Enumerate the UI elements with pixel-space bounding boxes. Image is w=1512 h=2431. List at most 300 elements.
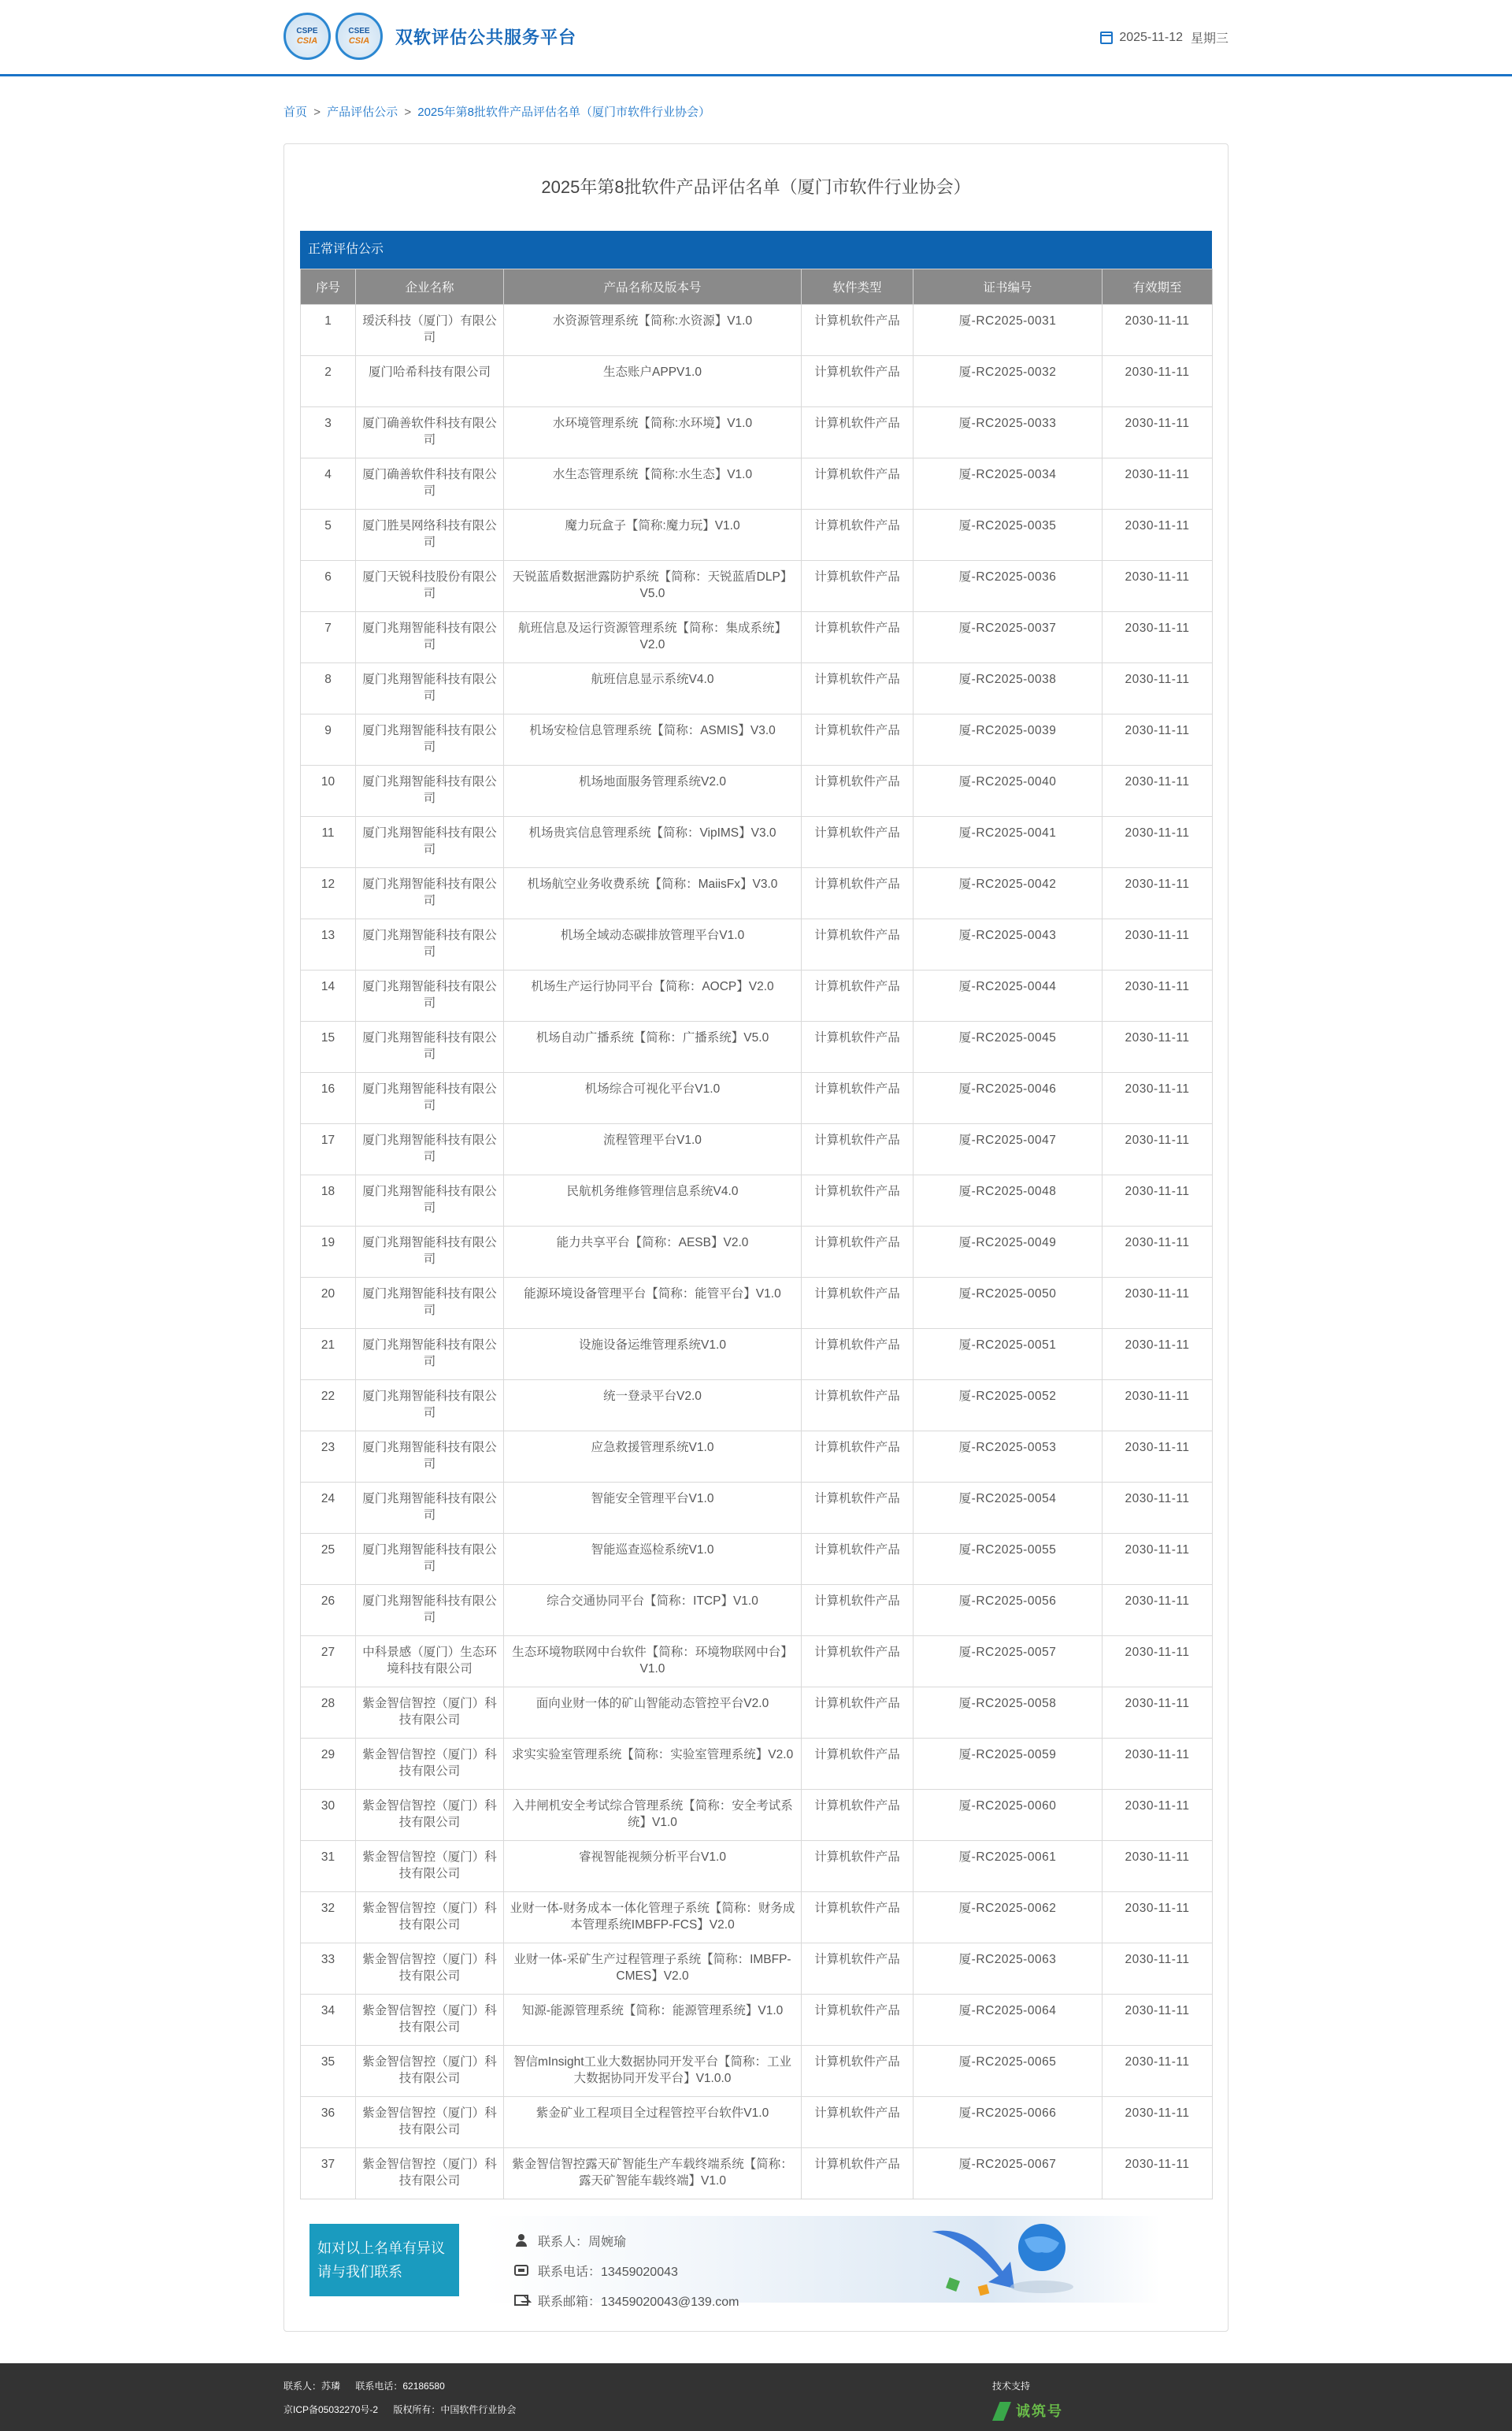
company-name: 瑷沃科技（厦门）有限公司 xyxy=(356,305,504,356)
footer-contact-line xyxy=(284,2374,516,2398)
row-index: 8 xyxy=(301,663,356,714)
table-row xyxy=(301,1636,1213,1687)
valid-until: 2030-11-11 xyxy=(1102,1073,1213,1124)
company-name: 紫金智信智控（厦门）科技有限公司 xyxy=(356,1943,504,1995)
breadcrumb-separator: > xyxy=(313,106,321,119)
section-header: 正常评估公示 xyxy=(300,231,1212,269)
table-row xyxy=(301,1841,1213,1892)
row-index: 32 xyxy=(301,1892,356,1943)
table-header-row xyxy=(301,269,1213,305)
header-software-type: 软件类型 xyxy=(802,269,914,305)
certificate-number: 厦-RC2025-0033 xyxy=(914,407,1102,458)
row-index: 9 xyxy=(301,714,356,766)
certificate-number: 厦-RC2025-0061 xyxy=(914,1841,1102,1892)
certificate-number: 厦-RC2025-0042 xyxy=(914,868,1102,919)
company-name: 紫金智信智控（厦门）科技有限公司 xyxy=(356,1739,504,1790)
valid-until: 2030-11-11 xyxy=(1102,1124,1213,1175)
row-index: 37 xyxy=(301,2148,356,2199)
valid-until: 2030-11-11 xyxy=(1102,1227,1213,1278)
software-type: 计算机软件产品 xyxy=(802,561,914,612)
valid-until: 2030-11-11 xyxy=(1102,1380,1213,1431)
table-row xyxy=(301,766,1213,817)
table-row xyxy=(301,510,1213,561)
row-index: 25 xyxy=(301,1534,356,1585)
header-certificate-no: 证书编号 xyxy=(914,269,1102,305)
mail-icon xyxy=(514,2295,528,2306)
product-name: 设施设备运维管理系统V1.0 xyxy=(504,1329,802,1380)
software-type: 计算机软件产品 xyxy=(802,1227,914,1278)
valid-until: 2030-11-11 xyxy=(1102,714,1213,766)
contact-person: 联系人：周婉瑜 xyxy=(538,2235,627,2249)
footer-tech-support xyxy=(992,2374,1063,2423)
certificate-number: 厦-RC2025-0054 xyxy=(914,1483,1102,1534)
company-name: 紫金智信智控（厦门）科技有限公司 xyxy=(356,1892,504,1943)
table-row xyxy=(301,971,1213,1022)
valid-until: 2030-11-11 xyxy=(1102,356,1213,407)
table-row xyxy=(301,1943,1213,1995)
software-type: 计算机软件产品 xyxy=(802,1175,914,1227)
row-index: 29 xyxy=(301,1739,356,1790)
product-name: 天锐蓝盾数据泄露防护系统【简称：天锐蓝盾DLP】V5.0 xyxy=(504,561,802,612)
table-row xyxy=(301,1534,1213,1585)
contact-email-line xyxy=(514,2285,739,2315)
header-product: 产品名称及版本号 xyxy=(504,269,802,305)
software-type: 计算机软件产品 xyxy=(802,1995,914,2046)
valid-until: 2030-11-11 xyxy=(1102,305,1213,356)
product-name: 紫金智信智控露天矿智能生产车载终端系统【简称：露天矿智能车载终端】V1.0 xyxy=(504,2148,802,2199)
table-body xyxy=(301,305,1213,2199)
certificate-number: 厦-RC2025-0058 xyxy=(914,1687,1102,1739)
valid-until: 2030-11-11 xyxy=(1102,2097,1213,2148)
certificate-number: 厦-RC2025-0051 xyxy=(914,1329,1102,1380)
software-type: 计算机软件产品 xyxy=(802,971,914,1022)
site-header xyxy=(0,0,1512,76)
cspe-logo-text: CSPE xyxy=(296,27,318,35)
valid-until: 2030-11-11 xyxy=(1102,1585,1213,1636)
row-index: 2 xyxy=(301,356,356,407)
table-row xyxy=(301,1892,1213,1943)
product-name: 水生态管理系统【简称:水生态】V1.0 xyxy=(504,458,802,510)
software-type: 计算机软件产品 xyxy=(802,1739,914,1790)
certificate-number: 厦-RC2025-0057 xyxy=(914,1636,1102,1687)
row-index: 23 xyxy=(301,1431,356,1483)
table-row xyxy=(301,868,1213,919)
header-company: 企业名称 xyxy=(356,269,504,305)
software-type: 计算机软件产品 xyxy=(802,305,914,356)
footer-info xyxy=(284,2374,516,2422)
company-name: 厦门胜昊网络科技有限公司 xyxy=(356,510,504,561)
csia-logo-text: CSIA xyxy=(296,36,318,46)
table-row xyxy=(301,1790,1213,1841)
product-name: 智能巡查巡检系统V1.0 xyxy=(504,1534,802,1585)
product-name: 能力共享平台【简称：AESB】V2.0 xyxy=(504,1227,802,1278)
product-name: 航班信息及运行资源管理系统【简称：集成系统】V2.0 xyxy=(504,612,802,663)
breadcrumb-section-link[interactable]: 产品评估公示 xyxy=(327,106,398,119)
product-name: 睿视智能视频分析平台V1.0 xyxy=(504,1841,802,1892)
breadcrumb-home-link[interactable]: 首页 xyxy=(284,106,308,119)
product-name: 求实实验室管理系统【简称：实验室管理系统】V2.0 xyxy=(504,1739,802,1790)
table-row xyxy=(301,919,1213,971)
row-index: 13 xyxy=(301,919,356,971)
site-footer xyxy=(0,2363,1512,2431)
software-type: 计算机软件产品 xyxy=(802,2046,914,2097)
table-row xyxy=(301,305,1213,356)
company-name: 厦门兆翔智能科技有限公司 xyxy=(356,1278,504,1329)
valid-until: 2030-11-11 xyxy=(1102,1790,1213,1841)
table-row xyxy=(301,1687,1213,1739)
row-index: 33 xyxy=(301,1943,356,1995)
valid-until: 2030-11-11 xyxy=(1102,868,1213,919)
company-name: 厦门确善软件科技有限公司 xyxy=(356,458,504,510)
company-name: 厦门天锐科技股份有限公司 xyxy=(356,561,504,612)
certificate-number: 厦-RC2025-0050 xyxy=(914,1278,1102,1329)
software-type: 计算机软件产品 xyxy=(802,1790,914,1841)
company-name: 厦门兆翔智能科技有限公司 xyxy=(356,919,504,971)
table-row xyxy=(301,1483,1213,1534)
certificate-number: 厦-RC2025-0065 xyxy=(914,2046,1102,2097)
row-index: 31 xyxy=(301,1841,356,1892)
valid-until: 2030-11-11 xyxy=(1102,1943,1213,1995)
row-index: 28 xyxy=(301,1687,356,1739)
certificate-number: 厦-RC2025-0031 xyxy=(914,305,1102,356)
certificate-number: 厦-RC2025-0035 xyxy=(914,510,1102,561)
product-name: 智信mInsight工业大数据协同开发平台【简称：工业大数据协同开发平台】V1.0.0 xyxy=(504,2046,802,2097)
product-name: 机场贵宾信息管理系统【简称：VipIMS】V3.0 xyxy=(504,817,802,868)
product-name: 业财一体-财务成本一体化管理子系统【简称：财务成本管理系统IMBFP-FCS】V2.0 xyxy=(504,1892,802,1943)
company-name: 紫金智信智控（厦门）科技有限公司 xyxy=(356,2046,504,2097)
company-name: 厦门兆翔智能科技有限公司 xyxy=(356,1329,504,1380)
csee-logo xyxy=(335,13,383,60)
valid-until: 2030-11-11 xyxy=(1102,510,1213,561)
software-type: 计算机软件产品 xyxy=(802,1943,914,1995)
valid-until: 2030-11-11 xyxy=(1102,561,1213,612)
software-type: 计算机软件产品 xyxy=(802,1483,914,1534)
valid-until: 2030-11-11 xyxy=(1102,2046,1213,2097)
certificate-number: 厦-RC2025-0067 xyxy=(914,2148,1102,2199)
product-name: 民航机务维修管理信息系统V4.0 xyxy=(504,1175,802,1227)
product-name: 机场生产运行协同平台【简称：AOCP】V2.0 xyxy=(504,971,802,1022)
company-name: 厦门兆翔智能科技有限公司 xyxy=(356,663,504,714)
table-row xyxy=(301,1278,1213,1329)
product-name: 面向业财一体的矿山智能动态管控平台V2.0 xyxy=(504,1687,802,1739)
company-name: 厦门兆翔智能科技有限公司 xyxy=(356,1073,504,1124)
software-type: 计算机软件产品 xyxy=(802,1431,914,1483)
certificate-number: 厦-RC2025-0044 xyxy=(914,971,1102,1022)
contact-section xyxy=(309,2216,1160,2309)
calendar-icon xyxy=(1100,32,1113,44)
row-index: 35 xyxy=(301,2046,356,2097)
software-type: 计算机软件产品 xyxy=(802,919,914,971)
row-index: 36 xyxy=(301,2097,356,2148)
product-name: 机场安检信息管理系统【简称：ASMIS】V3.0 xyxy=(504,714,802,766)
company-name: 紫金智信智控（厦门）科技有限公司 xyxy=(356,2148,504,2199)
software-type: 计算机软件产品 xyxy=(802,2148,914,2199)
row-index: 12 xyxy=(301,868,356,919)
date-text: 2025-11-12 xyxy=(1119,30,1183,44)
product-name: 入井闸机安全考试综合管理系统【简称：安全考试系统】V1.0 xyxy=(504,1790,802,1841)
csia-logo-text-2: CSIA xyxy=(348,36,370,46)
footer-contact-person: 联系人：苏璘 xyxy=(284,2381,341,2392)
product-name: 航班信息显示系统V4.0 xyxy=(504,663,802,714)
breadcrumb xyxy=(284,103,1228,120)
software-type: 计算机软件产品 xyxy=(802,1534,914,1585)
product-name: 水资源管理系统【简称:水资源】V1.0 xyxy=(504,305,802,356)
table-row xyxy=(301,1175,1213,1227)
table-row xyxy=(301,1022,1213,1073)
company-name: 厦门兆翔智能科技有限公司 xyxy=(356,1380,504,1431)
row-index: 15 xyxy=(301,1022,356,1073)
table-row xyxy=(301,817,1213,868)
product-name: 业财一体-采矿生产过程管理子系统【简称：IMBFP-CMES】V2.0 xyxy=(504,1943,802,1995)
software-type: 计算机软件产品 xyxy=(802,1687,914,1739)
row-index: 3 xyxy=(301,407,356,458)
valid-until: 2030-11-11 xyxy=(1102,1636,1213,1687)
valid-until: 2030-11-11 xyxy=(1102,919,1213,971)
company-name: 厦门兆翔智能科技有限公司 xyxy=(356,817,504,868)
table-row xyxy=(301,2148,1213,2199)
valid-until: 2030-11-11 xyxy=(1102,458,1213,510)
valid-until: 2030-11-11 xyxy=(1102,1841,1213,1892)
row-index: 5 xyxy=(301,510,356,561)
row-index: 21 xyxy=(301,1329,356,1380)
certificate-number: 厦-RC2025-0037 xyxy=(914,612,1102,663)
table-row xyxy=(301,1073,1213,1124)
footer-icp-link[interactable]: 京ICP备05032270号-2 xyxy=(284,2404,379,2415)
company-name: 厦门兆翔智能科技有限公司 xyxy=(356,1022,504,1073)
software-type: 计算机软件产品 xyxy=(802,663,914,714)
tech-support-label: 技术支持 xyxy=(992,2381,1031,2392)
product-name: 能源环境设备管理平台【简称：能管平台】V1.0 xyxy=(504,1278,802,1329)
company-name: 紫金智信智控（厦门）科技有限公司 xyxy=(356,1841,504,1892)
valid-until: 2030-11-11 xyxy=(1102,1175,1213,1227)
valid-until: 2030-11-11 xyxy=(1102,1483,1213,1534)
certificate-number: 厦-RC2025-0036 xyxy=(914,561,1102,612)
site-title[interactable]: 双软评估公共服务平台 xyxy=(395,27,577,47)
table-row xyxy=(301,1585,1213,1636)
certificate-number: 厦-RC2025-0039 xyxy=(914,714,1102,766)
software-type: 计算机软件产品 xyxy=(802,1585,914,1636)
row-index: 19 xyxy=(301,1227,356,1278)
software-type: 计算机软件产品 xyxy=(802,817,914,868)
certificate-number: 厦-RC2025-0049 xyxy=(914,1227,1102,1278)
certificate-number: 厦-RC2025-0032 xyxy=(914,356,1102,407)
software-type: 计算机软件产品 xyxy=(802,1380,914,1431)
software-type: 计算机软件产品 xyxy=(802,1636,914,1687)
footer-legal-line xyxy=(284,2398,516,2422)
company-name: 紫金智信智控（厦门）科技有限公司 xyxy=(356,1790,504,1841)
company-name: 厦门确善软件科技有限公司 xyxy=(356,407,504,458)
product-name: 机场航空业务收费系统【简称：MaiisFx】V3.0 xyxy=(504,868,802,919)
row-index: 22 xyxy=(301,1380,356,1431)
cspe-logo xyxy=(284,13,331,60)
certificate-number: 厦-RC2025-0062 xyxy=(914,1892,1102,1943)
content-panel xyxy=(284,143,1228,2332)
table-row xyxy=(301,2097,1213,2148)
company-name: 厦门兆翔智能科技有限公司 xyxy=(356,766,504,817)
row-index: 16 xyxy=(301,1073,356,1124)
table-row xyxy=(301,1329,1213,1380)
row-index: 27 xyxy=(301,1636,356,1687)
row-index: 18 xyxy=(301,1175,356,1227)
table-row xyxy=(301,407,1213,458)
site-logo-group[interactable] xyxy=(284,13,576,60)
software-type: 计算机软件产品 xyxy=(802,1073,914,1124)
tech-support-logo[interactable] xyxy=(992,2399,1063,2423)
valid-until: 2030-11-11 xyxy=(1102,1534,1213,1585)
table-row xyxy=(301,663,1213,714)
valid-until: 2030-11-11 xyxy=(1102,2148,1213,2199)
company-name: 厦门兆翔智能科技有限公司 xyxy=(356,1483,504,1534)
software-type: 计算机软件产品 xyxy=(802,766,914,817)
breadcrumb-current: 2025年第8批软件产品评估名单（厦门市软件行业协会） xyxy=(417,106,710,119)
company-name: 紫金智信智控（厦门）科技有限公司 xyxy=(356,1687,504,1739)
table-row xyxy=(301,356,1213,407)
product-name: 魔力玩盒子【简称:魔力玩】V1.0 xyxy=(504,510,802,561)
valid-until: 2030-11-11 xyxy=(1102,766,1213,817)
certificate-number: 厦-RC2025-0038 xyxy=(914,663,1102,714)
joinforce-logo-icon xyxy=(992,2402,1011,2421)
company-name: 厦门兆翔智能科技有限公司 xyxy=(356,868,504,919)
breadcrumb-separator: > xyxy=(404,106,412,119)
company-name: 紫金智信智控（厦门）科技有限公司 xyxy=(356,2097,504,2148)
product-name: 综合交通协同平台【简称：ITCP】V1.0 xyxy=(504,1585,802,1636)
contact-email: 联系邮箱：13459020043@139.com xyxy=(538,2295,739,2309)
table-row xyxy=(301,1995,1213,2046)
contact-details xyxy=(514,2225,739,2315)
company-name: 厦门兆翔智能科技有限公司 xyxy=(356,1175,504,1227)
company-name: 厦门兆翔智能科技有限公司 xyxy=(356,1534,504,1585)
certificate-number: 厦-RC2025-0063 xyxy=(914,1943,1102,1995)
software-type: 计算机软件产品 xyxy=(802,1841,914,1892)
certificate-number: 厦-RC2025-0047 xyxy=(914,1124,1102,1175)
software-type: 计算机软件产品 xyxy=(802,612,914,663)
software-type: 计算机软件产品 xyxy=(802,356,914,407)
table-row xyxy=(301,2046,1213,2097)
company-name: 紫金智信智控（厦门）科技有限公司 xyxy=(356,1995,504,2046)
certificate-number: 厦-RC2025-0045 xyxy=(914,1022,1102,1073)
row-index: 30 xyxy=(301,1790,356,1841)
footer-contact-phone: 联系电话：62186580 xyxy=(355,2381,445,2392)
valid-until: 2030-11-11 xyxy=(1102,663,1213,714)
valid-until: 2030-11-11 xyxy=(1102,817,1213,868)
company-name: 厦门兆翔智能科技有限公司 xyxy=(356,1227,504,1278)
row-index: 6 xyxy=(301,561,356,612)
header-valid-until: 有效期至 xyxy=(1102,269,1213,305)
product-name: 水环境管理系统【简称:水环境】V1.0 xyxy=(504,407,802,458)
certificate-number: 厦-RC2025-0059 xyxy=(914,1739,1102,1790)
weekday-text: 星期三 xyxy=(1190,32,1228,46)
table-row xyxy=(301,1431,1213,1483)
product-name: 生态账户APPV1.0 xyxy=(504,356,802,407)
valid-until: 2030-11-11 xyxy=(1102,1995,1213,2046)
product-name: 流程管理平台V1.0 xyxy=(504,1124,802,1175)
row-index: 7 xyxy=(301,612,356,663)
certificate-number: 厦-RC2025-0041 xyxy=(914,817,1102,868)
company-name: 中科景感（厦门）生态环境科技有限公司 xyxy=(356,1636,504,1687)
valid-until: 2030-11-11 xyxy=(1102,612,1213,663)
company-name: 厦门兆翔智能科技有限公司 xyxy=(356,971,504,1022)
certificate-number: 厦-RC2025-0055 xyxy=(914,1534,1102,1585)
software-type: 计算机软件产品 xyxy=(802,407,914,458)
certificate-number: 厦-RC2025-0034 xyxy=(914,458,1102,510)
row-index: 10 xyxy=(301,766,356,817)
certificate-number: 厦-RC2025-0056 xyxy=(914,1585,1102,1636)
table-row xyxy=(301,1124,1213,1175)
company-name: 厦门兆翔智能科技有限公司 xyxy=(356,1585,504,1636)
globe-arrow-illustration xyxy=(924,2216,1081,2303)
software-type: 计算机软件产品 xyxy=(802,1022,914,1073)
certificate-number: 厦-RC2025-0040 xyxy=(914,766,1102,817)
row-index: 11 xyxy=(301,817,356,868)
product-name: 机场自动广播系统【简称：广播系统】V5.0 xyxy=(504,1022,802,1073)
company-name: 厦门兆翔智能科技有限公司 xyxy=(356,1124,504,1175)
table-row xyxy=(301,714,1213,766)
header-index: 序号 xyxy=(301,269,356,305)
software-type: 计算机软件产品 xyxy=(802,2097,914,2148)
contact-phone: 联系电话：13459020043 xyxy=(538,2265,678,2279)
software-type: 计算机软件产品 xyxy=(802,458,914,510)
table-row xyxy=(301,612,1213,663)
valid-until: 2030-11-11 xyxy=(1102,407,1213,458)
table-row xyxy=(301,1739,1213,1790)
valid-until: 2030-11-11 xyxy=(1102,1431,1213,1483)
valid-until: 2030-11-11 xyxy=(1102,1278,1213,1329)
footer-copyright: 版权所有：中国软件行业协会 xyxy=(393,2404,517,2415)
product-name: 机场地面服务管理系统V2.0 xyxy=(504,766,802,817)
current-date xyxy=(1100,28,1228,46)
product-name: 知源-能源管理系统【简称：能源管理系统】V1.0 xyxy=(504,1995,802,2046)
evaluation-table xyxy=(300,269,1213,2199)
software-type: 计算机软件产品 xyxy=(802,714,914,766)
csee-logo-text: CSEE xyxy=(348,27,370,35)
row-index: 34 xyxy=(301,1995,356,2046)
valid-until: 2030-11-11 xyxy=(1102,971,1213,1022)
software-type: 计算机软件产品 xyxy=(802,1329,914,1380)
certificate-number: 厦-RC2025-0046 xyxy=(914,1073,1102,1124)
software-type: 计算机软件产品 xyxy=(802,1892,914,1943)
certificate-number: 厦-RC2025-0053 xyxy=(914,1431,1102,1483)
valid-until: 2030-11-11 xyxy=(1102,1022,1213,1073)
objection-notice: 如对以上名单有异议请与我们联系 xyxy=(309,2224,459,2296)
table-row xyxy=(301,458,1213,510)
valid-until: 2030-11-11 xyxy=(1102,1687,1213,1739)
row-index: 20 xyxy=(301,1278,356,1329)
certificate-number: 厦-RC2025-0066 xyxy=(914,2097,1102,2148)
product-name: 统一登录平台V2.0 xyxy=(504,1380,802,1431)
company-name: 厦门兆翔智能科技有限公司 xyxy=(356,714,504,766)
page-title: 2025年第8批软件产品评估名单（厦门市软件行业协会） xyxy=(541,177,971,197)
software-type: 计算机软件产品 xyxy=(802,510,914,561)
certificate-number: 厦-RC2025-0064 xyxy=(914,1995,1102,2046)
product-name: 应急救援管理系统V1.0 xyxy=(504,1431,802,1483)
valid-until: 2030-11-11 xyxy=(1102,1892,1213,1943)
software-type: 计算机软件产品 xyxy=(802,868,914,919)
contact-person-line xyxy=(514,2225,739,2255)
certificate-number: 厦-RC2025-0043 xyxy=(914,919,1102,971)
person-icon xyxy=(514,2234,528,2247)
certificate-number: 厦-RC2025-0048 xyxy=(914,1175,1102,1227)
product-name: 机场综合可视化平台V1.0 xyxy=(504,1073,802,1124)
row-index: 1 xyxy=(301,305,356,356)
valid-until: 2030-11-11 xyxy=(1102,1329,1213,1380)
table-row xyxy=(301,561,1213,612)
certificate-number: 厦-RC2025-0060 xyxy=(914,1790,1102,1841)
certificate-number: 厦-RC2025-0052 xyxy=(914,1380,1102,1431)
row-index: 4 xyxy=(301,458,356,510)
row-index: 26 xyxy=(301,1585,356,1636)
row-index: 17 xyxy=(301,1124,356,1175)
product-name: 生态环境物联网中台软件【简称：环境物联网中台】V1.0 xyxy=(504,1636,802,1687)
